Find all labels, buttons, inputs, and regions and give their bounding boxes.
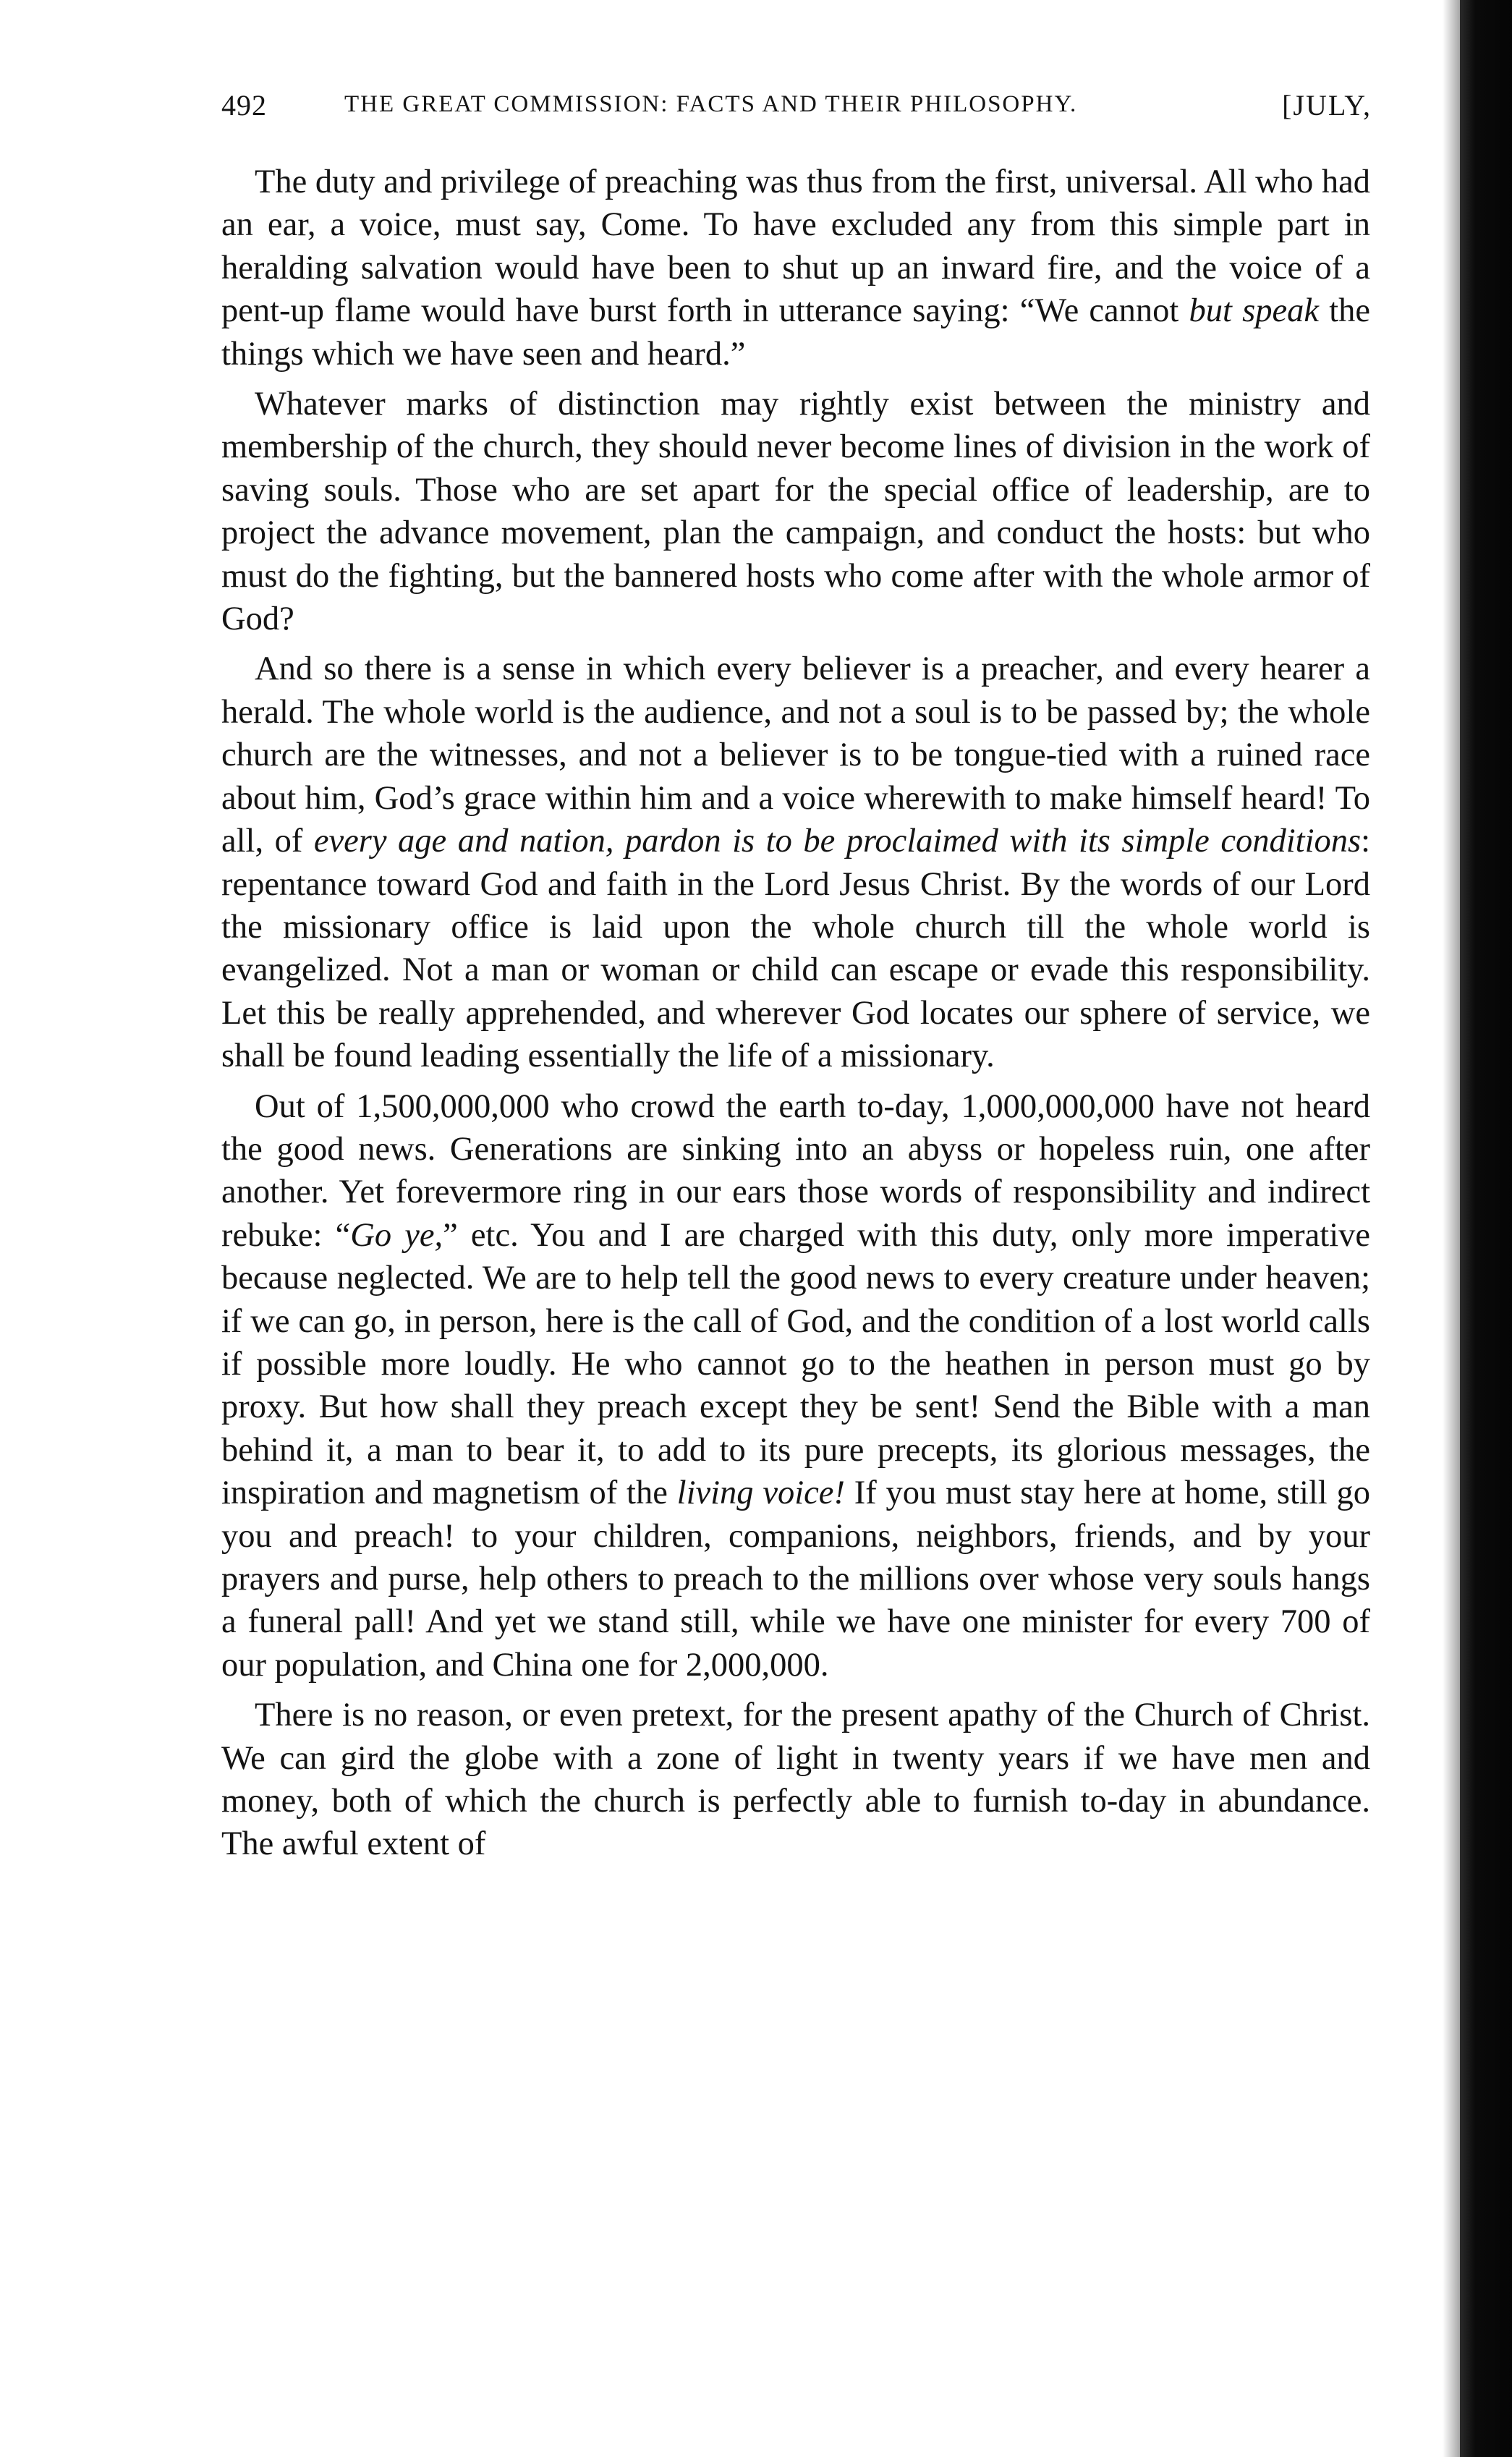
- page-header: [221, 88, 1372, 139]
- italic-text: but speak: [1189, 292, 1320, 330]
- italic-text: every age and nation, pardon is to be proclaimed with its simple conditions: [313, 823, 1362, 860]
- issue-label: [JULY,: [1282, 89, 1372, 122]
- text-run: And so there is a sense in which every believer is a preacher, and every hearer a herald. The whole world is the audience, and not a soul is to be passed by; the whole church are the witnesses, and not a believer is to be tongue-tied with a ruined race about him, God’s grace within him and a voice wherewith to make himself heard! To all, of: [221, 650, 1370, 860]
- text-run: the things which we have seen and heard.”: [221, 292, 1371, 373]
- text-run: Whatever marks of distinction may rightly exist between the ministry and membership of the church, they should never become lines of division in the work of saving souls. Those who are set apart for the special office of leadership, are to project the advance movement, plan the campaign, and conduct the hosts: but who must do the fighting, but the bannered hosts who come after with the whole armor of God?: [221, 386, 1370, 638]
- running-title: THE GREAT COMMISSION: FACTS AND THEIR PHILOSOPHY.: [344, 91, 1078, 117]
- italic-text: living voice!: [676, 1474, 845, 1512]
- scan-edge-shadow: [1460, 0, 1512, 2457]
- italic-text: Go ye,: [350, 1216, 443, 1254]
- text-run: Out of 1,500,000,000 who crowd the earth to-day, 1,000,000,000 have not heard the good news. Generations are sinking into an abyss or hopeless ruin, one after another. Yet forevermore ring in our ears those words of responsibility and indirect rebuke: “: [221, 1087, 1370, 1254]
- text-run: ” etc. You and I are charged with this duty, only more imperative because neglected. We are to help tell the good news to every creature under heaven; if we can go, in person, here is the call of God, and the condition of a lost world calls if possible more loudly. He who cannot go to the heathen in person must go by proxy. But how shall they preach except they be sent! Send the Bible with a man behind it, a man to bear it, to add to its pure precepts, its glorious messages, the inspiration and magnetism of the: [221, 1216, 1371, 1512]
- paragraph: [221, 161, 1370, 375]
- text-run: The duty and privilege of preaching was thus from the first, universal. All who had an ear, a voice, must say, Come. To have excluded any from this simple part in heralding salvation would have been to shut up an inward fire, and the voice of a pent-up flame would have burst forth in utterance saying: “We cannot: [221, 164, 1370, 330]
- paragraph: [221, 648, 1370, 1077]
- text-run: : repentance toward God and faith in the Lord Jesus Christ. By the words of our Lord the missionary office is laid upon the whole church till the whole world is evangelized. Not a man or woman or child can escape or evade this responsibility. Let this be really apprehended, and wherever God locates our sphere of service, we shall be found leading essentially the life of a missionary.: [221, 823, 1371, 1075]
- body-text: [221, 161, 1370, 1873]
- text-run: If you must stay here at home, still go you and preach! to your children, companions, neighbors, friends, and by your prayers and purse, help others to preach to the millions over whose very souls hangs a funeral pall! And yet we stand still, while we have one minister for every 700 of our population, and China one for 2,000,000.: [221, 1474, 1371, 1684]
- text-run: There is no reason, or even pretext, for the present apathy of the Church of Christ. We can gird the globe with a zone of light in twenty years if we have men and money, both of which the church is perfectly able to furnish to-day in abundance. The awful extent of: [221, 1697, 1370, 1863]
- paragraph: [221, 1694, 1370, 1866]
- paragraph: [221, 383, 1370, 640]
- paragraph: [221, 1085, 1370, 1687]
- page-number: 492: [221, 89, 267, 122]
- book-page: [195, 0, 1372, 2457]
